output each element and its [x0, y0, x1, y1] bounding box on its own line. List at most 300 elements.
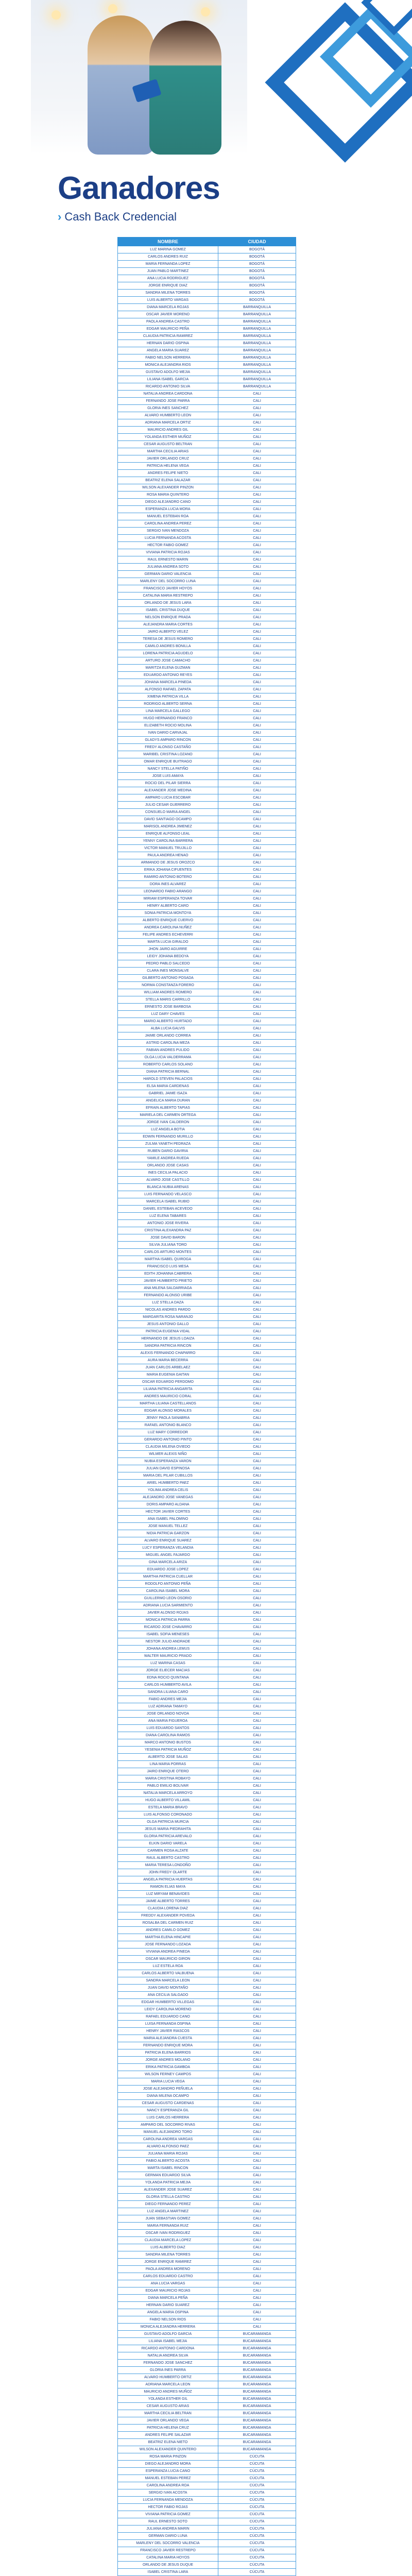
- city-cell: CALI: [218, 881, 296, 888]
- city-cell: CALI: [218, 1451, 296, 1458]
- city-cell: CALI: [218, 1912, 296, 1920]
- table-row: [118, 2569, 296, 2576]
- table-row: [118, 931, 296, 939]
- table-row: [118, 1436, 296, 1444]
- name-cell: GLORIA PATRICIA AREVALO: [118, 1833, 218, 1840]
- table-row: [118, 2425, 296, 2432]
- name-cell: GERMAN DARIO LUNA: [118, 2533, 218, 2540]
- table-row: [118, 383, 296, 391]
- city-cell: CALI: [218, 968, 296, 975]
- city-cell: BUCARAMANGA: [218, 2388, 296, 2396]
- table-row: [118, 1083, 296, 1090]
- city-cell: CALI: [218, 1718, 296, 1725]
- city-cell: CALI: [218, 2230, 296, 2237]
- table-row: [118, 2410, 296, 2417]
- table-row: [118, 1667, 296, 1674]
- city-cell: CÚCUTA: [218, 2562, 296, 2569]
- table-row: [118, 1148, 296, 1155]
- page-subtitle: [58, 210, 177, 224]
- name-cell: ISABEL SOFIA MENESES: [118, 1631, 218, 1638]
- table-row: [118, 946, 296, 953]
- city-cell: CALI: [218, 1177, 296, 1184]
- city-cell: CALI: [218, 1393, 296, 1400]
- city-cell: CALI: [218, 794, 296, 802]
- table-row: [118, 968, 296, 975]
- table-row: [118, 1249, 296, 1256]
- city-cell: CALI: [218, 1545, 296, 1552]
- city-cell: CALI: [218, 809, 296, 816]
- table-row: [118, 960, 296, 968]
- table-row: [118, 838, 296, 845]
- name-cell: HUGO HERNANDO FRANCO: [118, 715, 218, 722]
- name-cell: ELIZABETH ROCIO MOLINA: [118, 722, 218, 730]
- table-row: [118, 888, 296, 895]
- name-cell: MARCELA ISABEL RUBIO: [118, 1198, 218, 1206]
- city-cell: CALI: [218, 1328, 296, 1335]
- name-cell: DIANA PATRICIA BERNAL: [118, 1069, 218, 1076]
- city-cell: CALI: [218, 477, 296, 484]
- city-cell: CALI: [218, 744, 296, 751]
- table-row: [118, 1263, 296, 1270]
- city-cell: CALI: [218, 1097, 296, 1105]
- city-cell: CALI: [218, 1083, 296, 1090]
- city-cell: CALI: [218, 2035, 296, 2042]
- name-cell: CLAUDIA PATRICIA RAMIREZ: [118, 333, 218, 340]
- table-row: [118, 1573, 296, 1581]
- table-row: [118, 1321, 296, 1328]
- name-cell: LUIS FERNANDO VELASCO: [118, 1191, 218, 1198]
- city-cell: CALI: [218, 1920, 296, 1927]
- city-cell: CALI: [218, 1011, 296, 1018]
- name-cell: ARTURO JOSE CAMACHO: [118, 657, 218, 665]
- name-cell: ADRIANA LUCIA SARMIENTO: [118, 1602, 218, 1609]
- city-cell: CALI: [218, 1609, 296, 1617]
- city-cell: CALI: [218, 1408, 296, 1415]
- city-cell: CALI: [218, 592, 296, 600]
- city-cell: CALI: [218, 1371, 296, 1379]
- name-cell: JULIO CESAR GUERRERO: [118, 802, 218, 809]
- city-cell: CALI: [218, 1047, 296, 1054]
- city-cell: CALI: [218, 1105, 296, 1112]
- table-row: [118, 1278, 296, 1285]
- name-cell: JAVIER ORLANDO VEGA: [118, 2417, 218, 2425]
- table-row: [118, 2518, 296, 2526]
- name-cell: MARTHA PATRICIA CUELLAR: [118, 1573, 218, 1581]
- name-cell: JAVIER HUMBERTO PRIETO: [118, 1278, 218, 1285]
- name-cell: VIVIANA PATRICIA GOMEZ: [118, 2511, 218, 2518]
- name-cell: NATALIA ANDREA CARDONA: [118, 391, 218, 398]
- city-cell: CALI: [218, 1379, 296, 1386]
- city-cell: BOGOTÁ: [218, 275, 296, 282]
- city-cell: CALI: [218, 1660, 296, 1667]
- table-row: [118, 2215, 296, 2223]
- city-cell: CALI: [218, 2078, 296, 2086]
- city-cell: CALI: [218, 463, 296, 470]
- name-cell: DIANA MILENA OCAMPO: [118, 2093, 218, 2100]
- city-cell: CALI: [218, 2136, 296, 2143]
- name-cell: DAVID SANTIAGO OCAMPO: [118, 816, 218, 823]
- city-cell: CALI: [218, 1040, 296, 1047]
- name-cell: OSCAR MAURICIO GIRON: [118, 1956, 218, 1963]
- table-row: [118, 910, 296, 917]
- table-row: [118, 2461, 296, 2468]
- city-cell: CALI: [218, 845, 296, 852]
- city-cell: CALI: [218, 766, 296, 773]
- name-cell: AURA MARIA BECERRA: [118, 1357, 218, 1364]
- city-cell: CALI: [218, 549, 296, 556]
- name-cell: CAROLINA ISABEL MORA: [118, 1588, 218, 1595]
- name-cell: JAVIER ORLANDO CRUZ: [118, 455, 218, 463]
- name-cell: CARMEN ROSA ALZATE: [118, 1848, 218, 1855]
- city-cell: BARRANQUILLA: [218, 318, 296, 326]
- table-row: [118, 1956, 296, 1963]
- city-cell: CALI: [218, 1689, 296, 1696]
- city-cell: CALI: [218, 2107, 296, 2114]
- table-row: [118, 1206, 296, 1213]
- city-cell: CALI: [218, 1350, 296, 1357]
- table-row: [118, 2187, 296, 2194]
- name-cell: ESPERANZA LUCIA MORA: [118, 506, 218, 513]
- city-cell: BUCARAMANGA: [218, 2432, 296, 2439]
- city-cell: CALI: [218, 1833, 296, 1840]
- city-cell: CALI: [218, 1624, 296, 1631]
- city-cell: CALI: [218, 1270, 296, 1278]
- city-cell: CALI: [218, 1509, 296, 1516]
- table-row: [118, 1999, 296, 2006]
- table-row: [118, 701, 296, 708]
- name-cell: MARIA FERNANDA LOPEZ: [118, 261, 218, 268]
- name-cell: JOHANA MARCELA PINEDA: [118, 679, 218, 686]
- table-row: [118, 1848, 296, 1855]
- table-row: [118, 499, 296, 506]
- table-row: [118, 1674, 296, 1682]
- city-cell: CALI: [218, 1826, 296, 1833]
- table-row: [118, 2345, 296, 2352]
- city-cell: CALI: [218, 1934, 296, 1941]
- table-row: [118, 2057, 296, 2064]
- name-cell: MARGARITA ROSA NARANJO: [118, 1314, 218, 1321]
- table-row: [118, 657, 296, 665]
- name-cell: GLORIA INES SANCHEZ: [118, 405, 218, 412]
- table-row: [118, 867, 296, 874]
- name-cell: LUZ MIRYAM BENAVIDES: [118, 1891, 218, 1898]
- city-cell: CALI: [218, 1263, 296, 1270]
- name-cell: MAURICIO ANDRES MUÑOZ: [118, 2388, 218, 2396]
- table-row: [118, 304, 296, 311]
- city-cell: CALI: [218, 1242, 296, 1249]
- city-cell: CALI: [218, 2114, 296, 2122]
- table-row: [118, 1299, 296, 1307]
- city-cell: CALI: [218, 1855, 296, 1862]
- city-cell: CALI: [218, 1559, 296, 1566]
- name-cell: NICOLAS ANDRES PARDO: [118, 1307, 218, 1314]
- table-row: [118, 528, 296, 535]
- city-cell: CALI: [218, 506, 296, 513]
- city-cell: CALI: [218, 1703, 296, 1710]
- city-cell: CALI: [218, 1198, 296, 1206]
- name-cell: IVAN DARIO CARVAJAL: [118, 730, 218, 737]
- city-cell: CALI: [218, 1112, 296, 1119]
- city-cell: BARRANQUILLA: [218, 304, 296, 311]
- table-row: [118, 477, 296, 484]
- table-row: [118, 1472, 296, 1480]
- table-row: [118, 1638, 296, 1646]
- name-cell: MARISOL ANDREA JIMENEZ: [118, 823, 218, 831]
- table-row: [118, 2417, 296, 2425]
- table-row: [118, 1790, 296, 1797]
- name-cell: HERNAN DARIO OSPINA: [118, 340, 218, 347]
- table-row: [118, 1386, 296, 1393]
- city-cell: CALI: [218, 686, 296, 693]
- table-row: [118, 2042, 296, 2049]
- name-cell: NATALIA MARCELA ARROYO: [118, 1790, 218, 1797]
- winners-table: [117, 237, 296, 2576]
- name-cell: JESUS MARIA PIEDRAHITA: [118, 1826, 218, 1833]
- name-cell: GERARDO ANTONIO PINTO: [118, 1436, 218, 1444]
- table-row: [118, 1826, 296, 1833]
- name-cell: LUZ ANGELA MARTINEZ: [118, 2208, 218, 2215]
- city-cell: BOGOTÁ: [218, 246, 296, 253]
- table-row: [118, 1985, 296, 1992]
- name-cell: LINA MARIA PORRAS: [118, 1761, 218, 1768]
- table-row: [118, 347, 296, 354]
- name-cell: LUZ ESTELA ROA: [118, 1963, 218, 1970]
- table-row: [118, 2244, 296, 2251]
- city-cell: CALI: [218, 1804, 296, 1811]
- table-row: [118, 2324, 296, 2331]
- table-header-row: [118, 238, 296, 246]
- city-cell: CALI: [218, 1429, 296, 1436]
- name-cell: RAMIRO ANTONIO BOTERO: [118, 874, 218, 881]
- city-cell: CALI: [218, 1970, 296, 1977]
- city-cell: CALI: [218, 470, 296, 477]
- name-cell: FABIO ANDRES MEJIA: [118, 1696, 218, 1703]
- city-cell: CALI: [218, 1739, 296, 1747]
- city-cell: CALI: [218, 434, 296, 441]
- table-row: [118, 722, 296, 730]
- city-cell: CALI: [218, 737, 296, 744]
- city-cell: CALI: [218, 2086, 296, 2093]
- name-cell: RODOLFO ANTONIO PEÑA: [118, 1581, 218, 1588]
- city-cell: CALI: [218, 1307, 296, 1314]
- name-cell: YAMILE ANDREA RUEDA: [118, 1155, 218, 1162]
- name-cell: JULIANA ANDREA MARIN: [118, 2526, 218, 2533]
- name-cell: ALBERTO ENRIQUE CUERVO: [118, 917, 218, 924]
- name-cell: WILSON ALEXANDER PINZON: [118, 484, 218, 492]
- table-row: [118, 1840, 296, 1848]
- name-cell: CLARA INES MONSALVE: [118, 968, 218, 975]
- name-cell: FRANCISCO LUIS MESA: [118, 1263, 218, 1270]
- name-cell: MARIA CRISTINA ROBAYO: [118, 1775, 218, 1783]
- city-cell: CALI: [218, 1905, 296, 1912]
- table-row: [118, 2446, 296, 2453]
- name-cell: SANDRA PATRICIA RINCON: [118, 1343, 218, 1350]
- name-cell: ISABEL CRISTINA DUQUE: [118, 607, 218, 614]
- table-row: [118, 881, 296, 888]
- page-title: Ganadores: [58, 171, 220, 206]
- table-row: [118, 455, 296, 463]
- table-row: [118, 369, 296, 376]
- name-cell: JAIME ALBERTO TORRES: [118, 1898, 218, 1905]
- name-cell: DIEGO ALEJANDRO CANO: [118, 499, 218, 506]
- table-row: [118, 2432, 296, 2439]
- table-row: [118, 412, 296, 419]
- name-cell: SANDRA LILIANA CARO: [118, 1689, 218, 1696]
- city-cell: CÚCUTA: [218, 2518, 296, 2526]
- name-cell: NANCY ESPERANZA GIL: [118, 2107, 218, 2114]
- table-row: [118, 766, 296, 773]
- city-cell: CÚCUTA: [218, 2482, 296, 2489]
- city-cell: CALI: [218, 1840, 296, 1848]
- name-cell: EDGAR ALONSO MORALES: [118, 1408, 218, 1415]
- name-cell: PATRICIA HELENA VEGA: [118, 463, 218, 470]
- city-cell: BOGOTÁ: [218, 268, 296, 275]
- city-cell: BUCARAMANGA: [218, 2374, 296, 2381]
- name-cell: LUZ MARINA CASAS: [118, 1660, 218, 1667]
- table-row: [118, 1898, 296, 1905]
- name-cell: RUBEN DARIO GAVIRIA: [118, 1148, 218, 1155]
- name-cell: MARIBEL CRISTINA LOZANO: [118, 751, 218, 758]
- city-cell: CALI: [218, 1278, 296, 1285]
- name-cell: NIDIA PATRICIA GARZON: [118, 1530, 218, 1537]
- table-row: [118, 535, 296, 542]
- city-cell: CALI: [218, 874, 296, 881]
- name-cell: WALTER MAURICIO PRADO: [118, 1653, 218, 1660]
- city-cell: CALI: [218, 2316, 296, 2324]
- city-cell: CALI: [218, 2324, 296, 2331]
- table-row: [118, 1314, 296, 1321]
- city-cell: CALI: [218, 1357, 296, 1364]
- city-cell: CALI: [218, 1126, 296, 1133]
- name-cell: BEATRIZ ELENA SALAZAR: [118, 477, 218, 484]
- name-cell: JAIME ORLANDO CORREA: [118, 1032, 218, 1040]
- city-cell: CALI: [218, 1898, 296, 1905]
- name-cell: ALEXIS FERNANDO CHAPARRO: [118, 1350, 218, 1357]
- table-row: [118, 391, 296, 398]
- city-cell: CALI: [218, 1148, 296, 1155]
- city-cell: CALI: [218, 1386, 296, 1393]
- city-cell: CALI: [218, 1948, 296, 1956]
- table-row: [118, 2201, 296, 2208]
- name-cell: CONSUELO MARIA ANGEL: [118, 809, 218, 816]
- name-cell: MARTA ISABEL RINCON: [118, 2165, 218, 2172]
- name-cell: MARTHA CECILIA BELTRAN: [118, 2410, 218, 2417]
- table-row: [118, 2093, 296, 2100]
- name-cell: LUIS ALBERTO VARGAS: [118, 297, 218, 304]
- table-row: [118, 376, 296, 383]
- name-cell: JUAN PABLO MARTINEZ: [118, 268, 218, 275]
- table-row: [118, 2006, 296, 2013]
- name-cell: JOHN FREDY OLARTE: [118, 1869, 218, 1876]
- name-cell: CRISTINA ALEXANDRA PAZ: [118, 1227, 218, 1234]
- table-row: [118, 1963, 296, 1970]
- city-cell: CALI: [218, 1747, 296, 1754]
- table-row: [118, 2396, 296, 2403]
- table-row: [118, 2259, 296, 2266]
- name-cell: ANDRES CAMILO GOMEZ: [118, 1927, 218, 1934]
- city-cell: CALI: [218, 2309, 296, 2316]
- city-cell: CALI: [218, 2201, 296, 2208]
- name-cell: ORLANDO JOSE CASAS: [118, 1162, 218, 1170]
- table-row: [118, 2381, 296, 2388]
- city-cell: CALI: [218, 412, 296, 419]
- city-cell: CALI: [218, 1141, 296, 1148]
- table-row: [118, 2143, 296, 2150]
- table-row: [118, 2504, 296, 2511]
- name-cell: PEDRO PABLO SALCEDO: [118, 960, 218, 968]
- table-row: [118, 859, 296, 867]
- name-cell: ANGELA MARIA OSPINA: [118, 2309, 218, 2316]
- name-cell: LUIS ALBERTO DIAZ: [118, 2244, 218, 2251]
- table-row: [118, 1328, 296, 1335]
- table-row: [118, 939, 296, 946]
- table-row: [118, 1494, 296, 1501]
- city-cell: CALI: [218, 1032, 296, 1040]
- city-cell: CALI: [218, 1335, 296, 1343]
- table-row: [118, 1754, 296, 1761]
- table-row: [118, 1646, 296, 1653]
- city-cell: BARRANQUILLA: [218, 362, 296, 369]
- table-row: [118, 1682, 296, 1689]
- name-cell: CLAUDIA MILENA OVIEDO: [118, 1444, 218, 1451]
- city-cell: BUCARAMANGA: [218, 2381, 296, 2388]
- city-cell: CÚCUTA: [218, 2489, 296, 2497]
- table-row: [118, 2489, 296, 2497]
- table-row: [118, 1004, 296, 1011]
- hero-photo: [31, 0, 247, 155]
- city-cell: CALI: [218, 1581, 296, 1588]
- city-cell: CALI: [218, 1631, 296, 1638]
- city-cell: CALI: [218, 585, 296, 592]
- table-row: [118, 2482, 296, 2489]
- name-cell: GLORIA INES PARRA: [118, 2367, 218, 2374]
- city-cell: CALI: [218, 1133, 296, 1141]
- table-body: [118, 246, 296, 2576]
- table-row: [118, 556, 296, 564]
- table-row: [118, 1884, 296, 1891]
- city-cell: CALI: [218, 917, 296, 924]
- city-cell: CALI: [218, 2223, 296, 2230]
- table-row: [118, 874, 296, 881]
- table-row: [118, 1595, 296, 1602]
- table-row: [118, 1126, 296, 1133]
- table-row: [118, 2136, 296, 2143]
- city-cell: CÚCUTA: [218, 2554, 296, 2562]
- name-cell: ROSALBA DEL CARMEN RUIZ: [118, 1920, 218, 1927]
- table-row: [118, 2013, 296, 2021]
- city-cell: CALI: [218, 1415, 296, 1422]
- table-row: [118, 1819, 296, 1826]
- table-row: [118, 1566, 296, 1573]
- table-row: [118, 1718, 296, 1725]
- city-cell: BUCARAMANGA: [218, 2352, 296, 2360]
- name-cell: MARIELA DEL CARMEN ORTEGA: [118, 1112, 218, 1119]
- name-cell: CARLOS HUMBERTO AVILA: [118, 1682, 218, 1689]
- name-cell: RAMON ELIAS MAYA: [118, 1884, 218, 1891]
- name-cell: JAIRO ALBERTO VELEZ: [118, 629, 218, 636]
- name-cell: CATALINA MARIA RESTREPO: [118, 592, 218, 600]
- table-row: [118, 1343, 296, 1350]
- name-cell: PAOLA ANDREA MORENO: [118, 2266, 218, 2273]
- name-cell: MARTHA ISABEL QUIROGA: [118, 1256, 218, 1263]
- city-cell: CALI: [218, 2215, 296, 2223]
- city-cell: CALI: [218, 1797, 296, 1804]
- table-row: [118, 427, 296, 434]
- name-cell: ALVARO ENRIQUE SUAREZ: [118, 1537, 218, 1545]
- name-cell: GINA MARCELA ARIZA: [118, 1559, 218, 1566]
- name-cell: FERNANDO JOSE PARRA: [118, 398, 218, 405]
- table-row: [118, 2107, 296, 2114]
